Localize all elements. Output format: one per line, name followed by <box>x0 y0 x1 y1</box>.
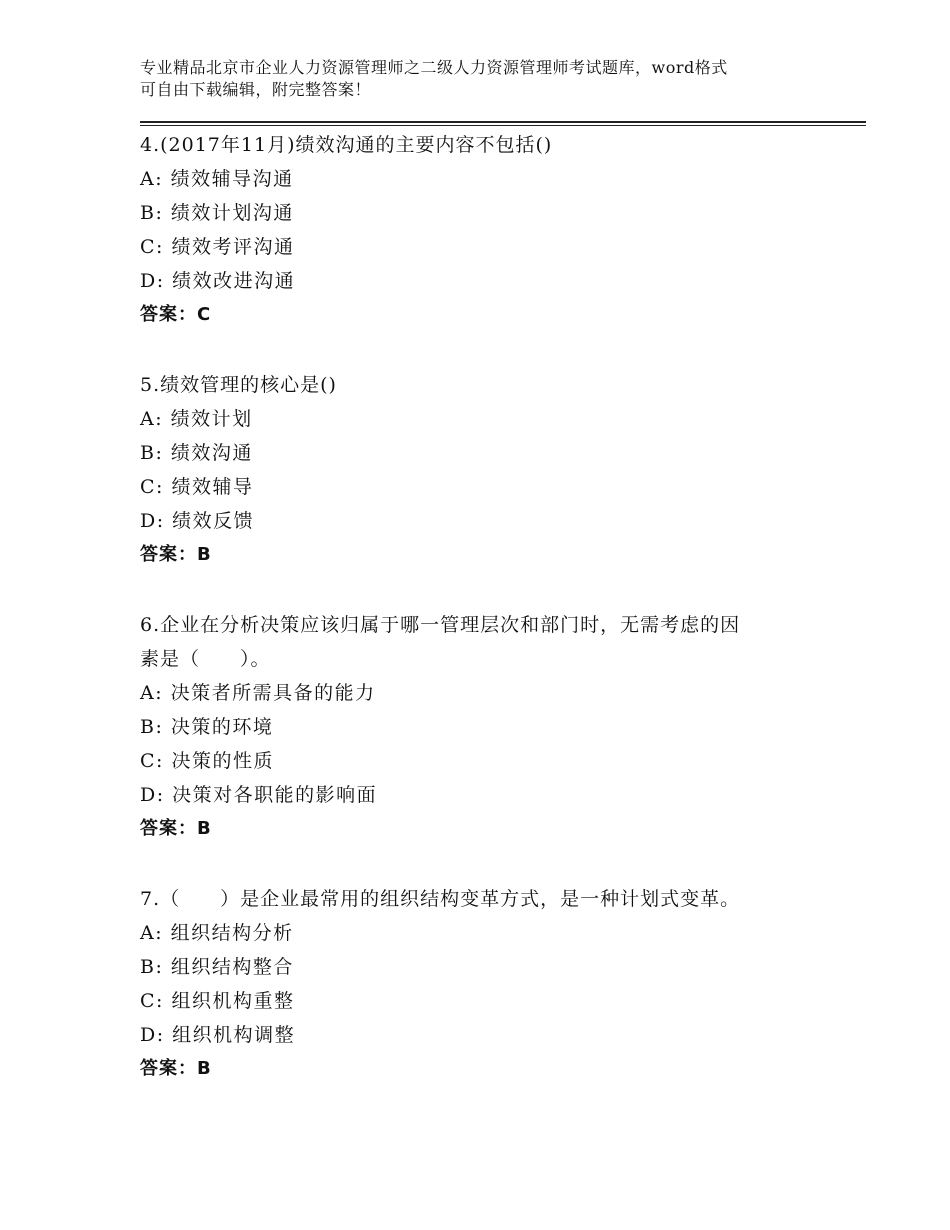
option-b: B: 绩效沟通 <box>140 442 253 464</box>
answer: 答案：B <box>140 1058 212 1079</box>
option-d: D: 绩效反馈 <box>140 510 255 532</box>
header-divider-thick <box>140 121 866 123</box>
option-d: D: 决策对各职能的影响面 <box>140 784 378 806</box>
header-line-1: 专业精品北京市企业人力资源管理师之二级人力资源管理师考试题库，word格式 <box>140 58 728 77</box>
header-line-2: 可自由下载编辑，附完整答案！ <box>140 80 372 99</box>
answer: 答案：B <box>140 544 212 565</box>
question-stem-line-1: 6.企业在分析决策应该归属于哪一管理层次和部门时，无需考虑的因 <box>140 614 741 636</box>
option-a: A: 组织结构分析 <box>140 922 294 944</box>
answer: 答案：C <box>140 304 212 325</box>
option-a: A: 决策者所需具备的能力 <box>140 682 376 704</box>
option-c: C: 组织机构重整 <box>140 990 295 1012</box>
question-stem: 7.（ ）是企业最常用的组织结构变革方式，是一种计划式变革。 <box>140 888 741 910</box>
question-7 <box>140 882 830 1086</box>
answer: 答案：B <box>140 818 212 839</box>
option-a: A: 绩效辅导沟通 <box>140 168 294 190</box>
option-c: C: 绩效考评沟通 <box>140 236 295 258</box>
option-d: D: 绩效改进沟通 <box>140 270 296 292</box>
question-stem: 5.绩效管理的核心是() <box>140 374 337 396</box>
option-b: B: 组织结构整合 <box>140 956 294 978</box>
option-c: C: 绩效辅导 <box>140 476 254 498</box>
question-list <box>140 128 830 1086</box>
option-c: C: 决策的性质 <box>140 750 274 772</box>
option-b: B: 决策的环境 <box>140 716 274 738</box>
header-divider-thin <box>140 125 866 126</box>
option-a: A: 绩效计划 <box>140 408 253 430</box>
question-stem-line-2: 素是（ ）。 <box>140 648 271 670</box>
document-header <box>140 57 820 101</box>
question-4 <box>140 128 830 332</box>
spacer <box>140 846 830 882</box>
question-6 <box>140 608 830 846</box>
question-5 <box>140 368 830 572</box>
option-d: D: 组织机构调整 <box>140 1024 296 1046</box>
option-b: B: 绩效计划沟通 <box>140 202 294 224</box>
spacer <box>140 572 830 608</box>
spacer <box>140 332 830 368</box>
question-stem: 4.(2017年11月)绩效沟通的主要内容不包括() <box>140 134 553 156</box>
